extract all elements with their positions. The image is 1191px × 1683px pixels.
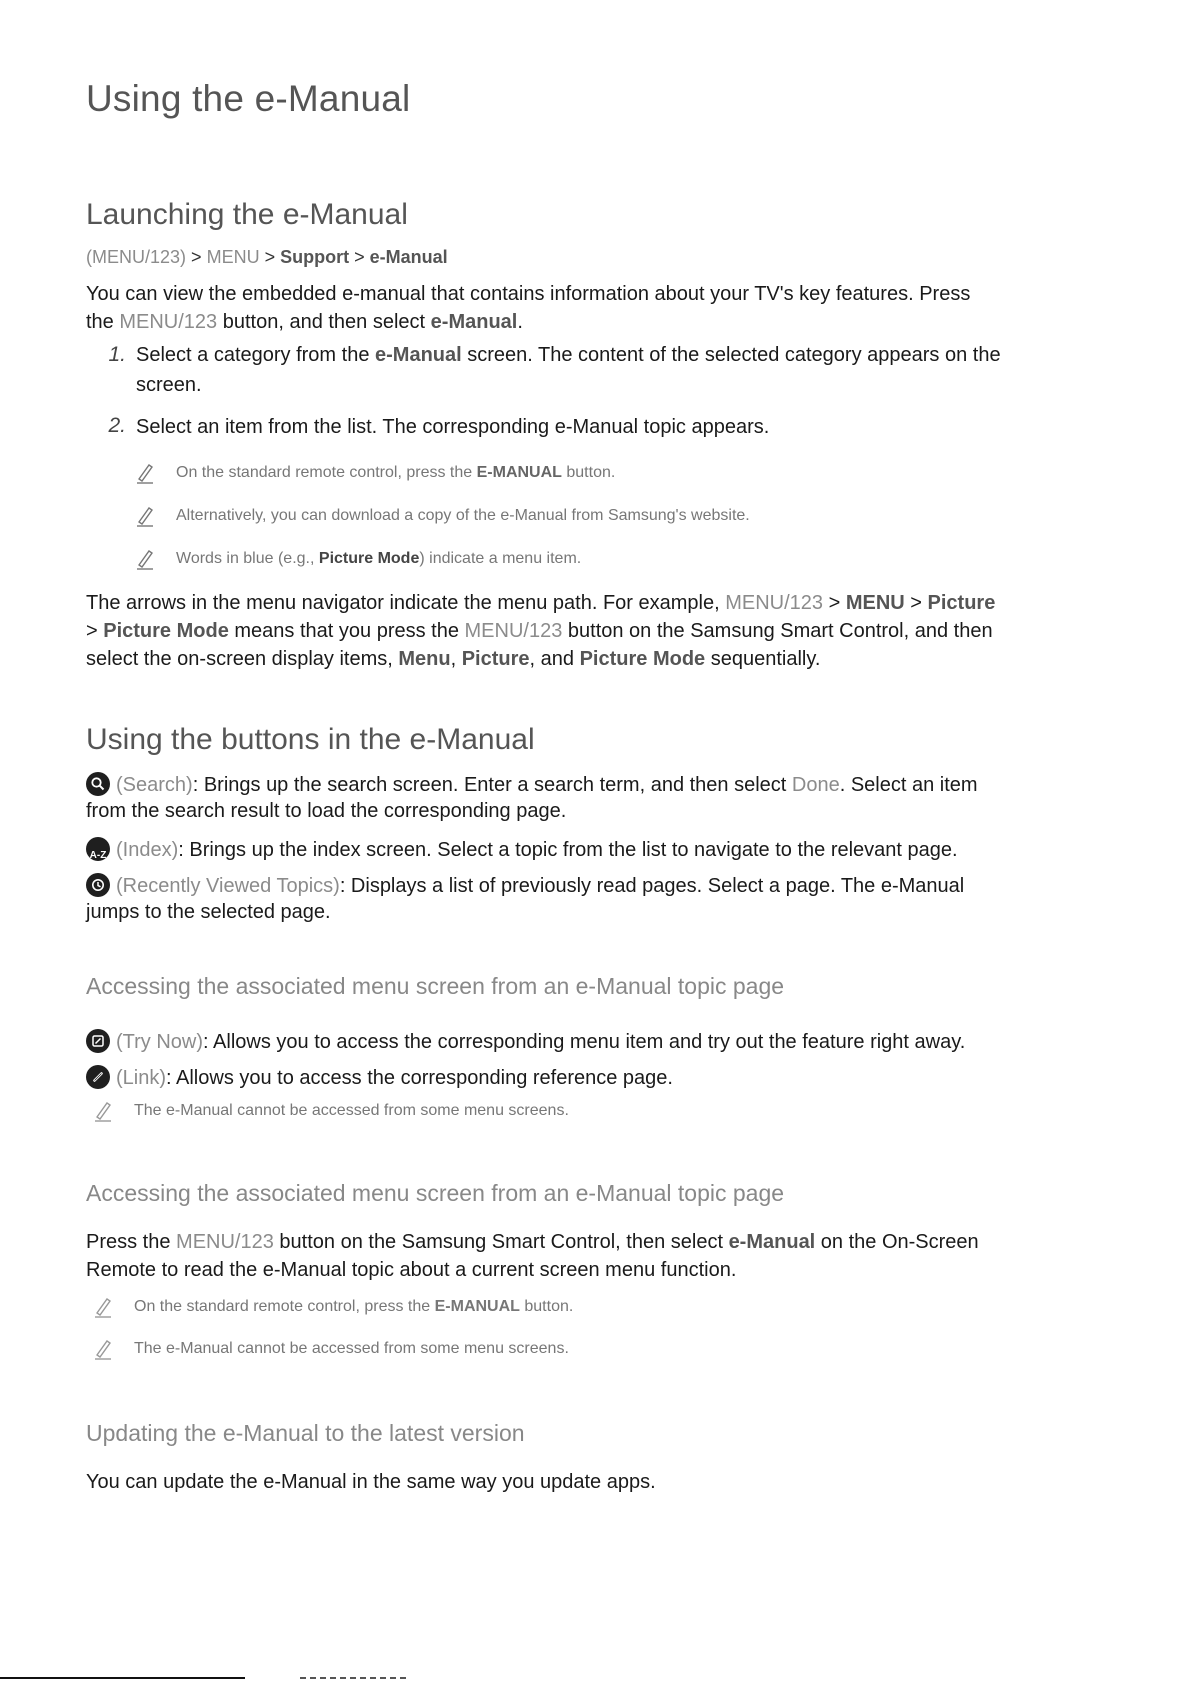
try-now-desc: (Try Now): Allows you to access the corresponding menu item and try out the feature right away. [86, 1028, 965, 1056]
footer-rule [0, 1677, 245, 1679]
path-separator: > [264, 247, 276, 267]
path-separator: > [191, 247, 202, 267]
path-separator: > [354, 247, 365, 267]
section-heading-buttons: Using the buttons in the e-Manual [86, 723, 535, 756]
path-menu123: (MENU/123) [86, 247, 187, 267]
arrows-line-2: > Picture Mode means that you press the MENU/123 button on the Samsung Smart Control, and then [86, 620, 993, 642]
pencil-icon [92, 1100, 114, 1122]
note-emanual-button: On the standard remote control, press the E-MANUAL button. [92, 1296, 573, 1318]
step-2: Select an item from the list. The corresponding e-Manual topic appears. [136, 416, 770, 438]
access2-line-1: Press the MENU/123 button on the Samsung Smart Control, then select e-Manual on the On-Screen [86, 1231, 979, 1253]
path-emanual: e-Manual [369, 247, 448, 267]
index-icon: A-Z [86, 837, 110, 861]
link-icon [86, 1065, 110, 1089]
section-heading-access-2: Accessing the associated menu screen from an e-Manual topic page [86, 1180, 785, 1206]
note-download-copy: Alternatively, you can download a copy of the e-Manual from Samsung's website. [134, 505, 750, 527]
section-heading-launching: Launching the e-Manual [86, 198, 408, 231]
recent-desc-line-1: (Recently Viewed Topics): Displays a list of previously read pages. Select a page. The e-Manual [86, 872, 964, 900]
step-number: 1. [108, 343, 126, 366]
access2-line-2: Remote to read the e-Manual topic about a current screen menu function. [86, 1259, 737, 1281]
menu-path [86, 243, 448, 271]
intro-line-1: You can view the embedded e-manual that contains information about your TV's key features. Press [86, 283, 971, 305]
path-support: Support [280, 247, 350, 267]
note-emanual-button: On the standard remote control, press the E-MANUAL button. [134, 462, 615, 484]
footer-dots [300, 1677, 410, 1679]
update-text: You can update the e-Manual in the same way you update apps. [86, 1471, 656, 1493]
arrows-line-3: select the on-screen display items, Menu, Picture, and Picture Mode sequentially. [86, 648, 821, 670]
arrows-line-1: The arrows in the menu navigator indicate the menu path. For example, MENU/123 > MENU > Picture [86, 592, 996, 614]
step-1: Select a category from the e-Manual screen. The content of the selected category appears on the screen. [136, 344, 1001, 396]
note-blue-words: Words in blue (e.g., Picture Mode) indicate a menu item. [134, 548, 581, 570]
index-desc: A-Z (Index): Brings up the index screen. Select a topic from the list to navigate to the relevant page. [86, 836, 958, 864]
pencil-icon [92, 1296, 114, 1318]
note-not-accessible: The e-Manual cannot be accessed from some menu screens. [92, 1338, 569, 1360]
page-title: Using the e-Manual [86, 78, 411, 119]
link-desc: (Link): Allows you to access the corresponding reference page. [86, 1064, 673, 1092]
search-icon [86, 772, 110, 796]
search-desc-line-2: from the search result to load the corresponding page. [86, 800, 567, 822]
pencil-icon [134, 548, 156, 570]
pencil-icon [134, 505, 156, 527]
history-icon [86, 873, 110, 897]
path-menu: MENU [206, 247, 260, 267]
pencil-icon [92, 1338, 114, 1360]
section-heading-access-1: Accessing the associated menu screen from an e-Manual topic page [86, 973, 785, 999]
search-desc-line-1: (Search): Brings up the search screen. Enter a search term, and then select Done. Select an item [86, 771, 978, 799]
intro-line-2: the MENU/123 button, and then select e-Manual. [86, 311, 523, 333]
recent-desc-line-2: jumps to the selected page. [86, 901, 331, 923]
note-not-accessible: The e-Manual cannot be accessed from some menu screens. [92, 1100, 569, 1122]
pencil-icon [134, 462, 156, 484]
step-number: 2. [108, 414, 126, 437]
try-now-icon [86, 1029, 110, 1053]
section-heading-update: Updating the e-Manual to the latest version [86, 1420, 525, 1446]
